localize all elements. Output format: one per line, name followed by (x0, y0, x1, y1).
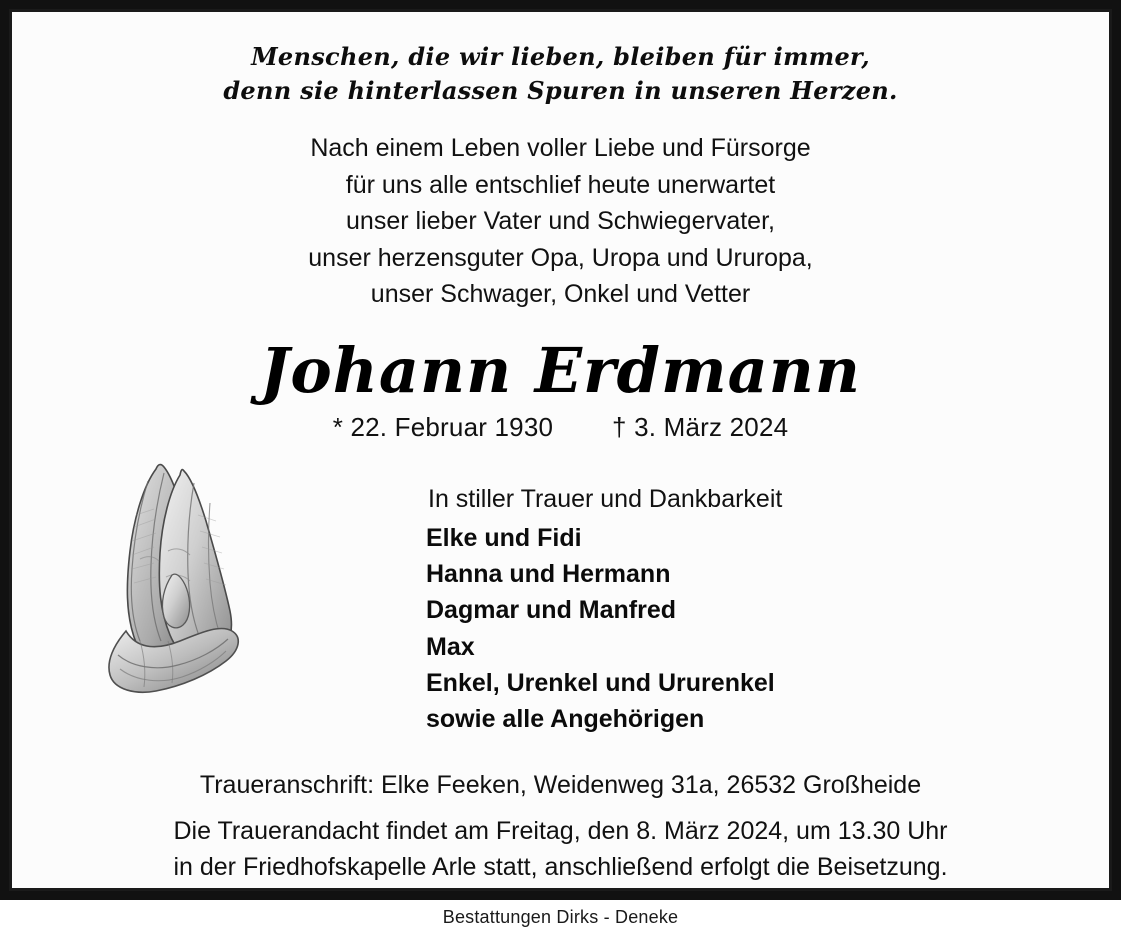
list-item: sowie alle Angehörigen (426, 705, 705, 734)
life-dates (46, 412, 1075, 443)
mourners-lead: In stiller Trauer und Dankbarkeit (428, 484, 783, 513)
list-item: Dagmar und Manfred (426, 596, 677, 625)
birth-date: * 22. Februar 1930 (332, 411, 554, 442)
deceased-name: Johann Erdmann (260, 333, 861, 407)
intro-line-5: unser Schwager, Onkel und Vetter (370, 280, 751, 309)
intro-line-3: unser lieber Vater und Schwiegervater, (346, 207, 775, 236)
notice-content (12, 12, 1109, 928)
list-item: Elke und Fidi (426, 523, 582, 552)
service-details (46, 814, 1075, 885)
intro-line-1: Nach einem Leben voller Liebe und Fürsorge (310, 134, 811, 163)
service-line-1: Die Trauerandacht findet am Freitag, den 8. März 2024, um 13.30 Uhr (173, 817, 948, 846)
list-item: Enkel, Urenkel und Ururenkel (426, 668, 775, 697)
mourning-address: Traueranschrift: Elke Feeken, Weidenweg 31a, 26532 Großheide (199, 771, 922, 800)
list-item: Hanna und Hermann (426, 560, 671, 589)
verse-line-2: denn sie hinterlassen Spuren in unseren Herzen. (223, 76, 898, 106)
intro-line-2: für uns alle entschlief heute unerwartet (345, 170, 776, 199)
verse-line-1: Menschen, die wir lieben, bleiben für immer, (251, 42, 870, 71)
praying-hands-icon (60, 455, 275, 700)
death-date: † 3. März 2024 (612, 411, 789, 442)
funeral-home-credit: Bestattungen Dirks - Deneke (442, 907, 679, 928)
mourners-list (426, 520, 1075, 738)
memorial-verse (46, 40, 1075, 108)
service-line-2: in der Friedhofskapelle Arle statt, anschließend erfolgt die Beisetzung. (173, 852, 948, 881)
list-item: Max (426, 632, 475, 661)
intro-text (46, 130, 1075, 313)
intro-line-4: unser herzensguter Opa, Uropa und Ururopa, (308, 243, 813, 272)
